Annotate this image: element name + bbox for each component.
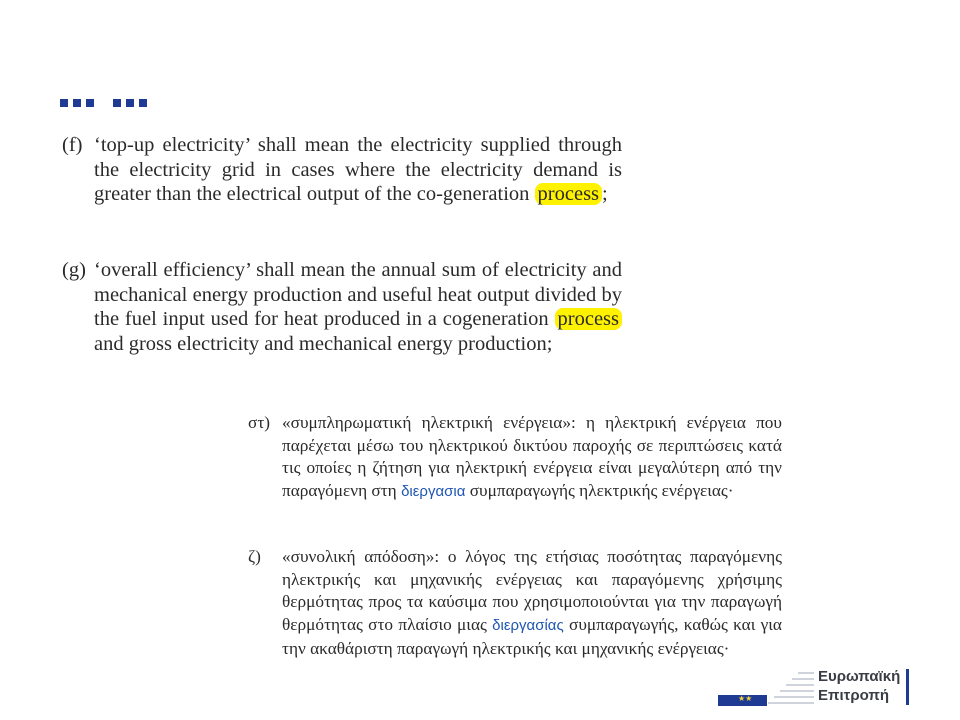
logo-divider (906, 669, 909, 705)
definition-text: ‘overall efficiency’ shall mean the annual sum of electricity and mechanical energy production and useful heat output divided by the fuel input used for heat produced in a cogeneration process and gross electricity and mechanical energy production; (94, 259, 622, 355)
greek-definition-z (248, 546, 782, 661)
highlighted-term: process (535, 183, 602, 205)
definition-label: (g) (62, 259, 86, 281)
definition-text: ‘top-up electricity’ shall mean the electricity supplied through the electricity grid in cases where the electricity demand is greater than the electrical output of the co-generation process ; (94, 134, 622, 205)
european-commission-logo (718, 664, 918, 714)
definition-label: (f) (62, 134, 83, 156)
logo-text: Ευρωπαϊκή Επιτροπή (818, 668, 901, 704)
greek-definition-st (248, 412, 782, 504)
decorative-dots (60, 99, 152, 107)
definition-label: στ) (248, 413, 271, 432)
english-definition-g (62, 258, 622, 356)
highlighted-term: process (555, 308, 622, 330)
inserted-term: διεργασια (401, 483, 466, 501)
eu-flag-icon: ★★ (718, 695, 767, 706)
definition-text: «συμπληρωματική ηλεκτρική ενέργεια»: η ηλεκτρική ενέργεια που παρέχεται μέσω του ηλεκτρικού δικτύου παροχής σε περιπτώσεις κατά τις οποίες η ζήτηση για ηλεκτρική ενέργεια είναι μεγαλύτερη από την παραγόμενη στη διεργασια συμπαραγωγής ηλεκτρικής ενέργειας· (282, 413, 782, 501)
english-definition-f (62, 133, 622, 207)
definition-text: «συνολική απόδοση»: ο λόγος της ετήσιας ποσότητας παραγόμενης ηλεκτρικής και μηχανικής ενέργειας και παραγόμενης χρήσιμης θερμότητας προς τα καύσιμα που χρησιμοποιούνται για την παραγωγή θερμότητας στο πλαίσιο μιας διεργασίας συμπαραγωγής, καθώς και για την ακαθάριστη παραγωγή ηλεκτρικής και μηχανικής ενέργειας· (282, 547, 782, 658)
inserted-term: διεργασίας (492, 617, 564, 635)
logo-stripes-icon (768, 668, 814, 708)
definition-label: ζ) (248, 547, 261, 566)
